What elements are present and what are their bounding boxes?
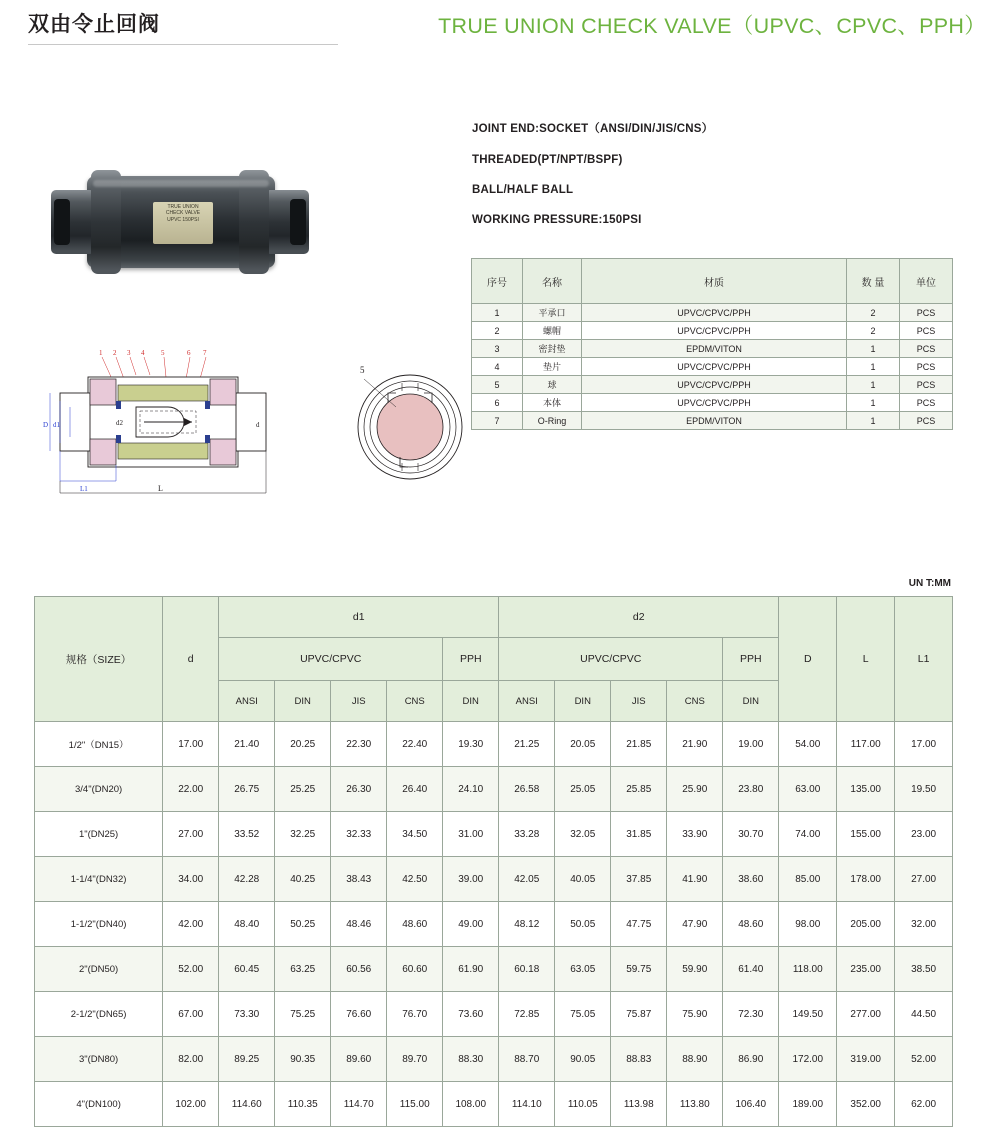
size-std-d1-pph-din: DIN bbox=[443, 681, 499, 722]
parts-cell-qty: 1 bbox=[847, 394, 900, 412]
parts-cell-qty: 1 bbox=[847, 340, 900, 358]
size-std-d2-jis: JIS bbox=[611, 681, 667, 722]
size-cell-d1-pph: 49.00 bbox=[443, 902, 499, 947]
size-header-size: 规格（SIZE） bbox=[35, 597, 163, 722]
parts-cell-material: UPVC/CPVC/PPH bbox=[582, 304, 847, 322]
size-cell-d1-cns: 76.70 bbox=[387, 992, 443, 1037]
size-cell-d1-din: 90.35 bbox=[275, 1037, 331, 1082]
size-subheader-d2-upvc: UPVC/CPVC bbox=[499, 638, 723, 681]
size-cell-d1-ansi: 73.30 bbox=[219, 992, 275, 1037]
size-cell-d1-din: 40.25 bbox=[275, 857, 331, 902]
table-row bbox=[472, 376, 953, 394]
parts-table bbox=[471, 258, 953, 430]
page-title-cn: 双由令止回阀 bbox=[28, 13, 160, 36]
size-cell-L: 319.00 bbox=[837, 1037, 895, 1082]
size-cell-d1-din: 20.25 bbox=[275, 722, 331, 767]
size-cell-d2-jis: 88.83 bbox=[611, 1037, 667, 1082]
size-cell-d2-din: 20.05 bbox=[555, 722, 611, 767]
size-cell-L: 352.00 bbox=[837, 1082, 895, 1127]
parts-cell-no: 7 bbox=[472, 412, 523, 430]
size-cell-d1-ansi: 89.25 bbox=[219, 1037, 275, 1082]
size-cell-d1-ansi: 42.28 bbox=[219, 857, 275, 902]
parts-cell-unit: PCS bbox=[900, 304, 953, 322]
parts-header-qty: 数 量 bbox=[847, 259, 900, 304]
size-cell-d2-pph: 38.60 bbox=[723, 857, 779, 902]
table-row bbox=[35, 902, 953, 947]
size-cell-L1: 23.00 bbox=[895, 812, 953, 857]
size-cell-d1-pph: 108.00 bbox=[443, 1082, 499, 1127]
size-cell-d1-jis: 48.46 bbox=[331, 902, 387, 947]
size-cell-d1-jis: 32.33 bbox=[331, 812, 387, 857]
size-cell-D: 74.00 bbox=[779, 812, 837, 857]
size-cell-d1-ansi: 48.40 bbox=[219, 902, 275, 947]
page-header bbox=[0, 0, 1008, 56]
svg-text:L: L bbox=[158, 484, 163, 493]
size-cell-d1-jis: 26.30 bbox=[331, 767, 387, 812]
size-cell-d2-pph: 30.70 bbox=[723, 812, 779, 857]
spec-line-ball: BALL/HALF BALL bbox=[472, 184, 574, 196]
size-cell-d2-pph: 106.40 bbox=[723, 1082, 779, 1127]
size-std-d1-jis: JIS bbox=[331, 681, 387, 722]
parts-cell-material: EPDM/VITON bbox=[582, 412, 847, 430]
size-cell-L1: 62.00 bbox=[895, 1082, 953, 1127]
size-cell-L: 205.00 bbox=[837, 902, 895, 947]
table-row bbox=[472, 394, 953, 412]
size-cell-size: 1"(DN25) bbox=[35, 812, 163, 857]
size-cell-d1-din: 50.25 bbox=[275, 902, 331, 947]
size-cell-d: 34.00 bbox=[163, 857, 219, 902]
size-cell-D: 118.00 bbox=[779, 947, 837, 992]
size-cell-L: 135.00 bbox=[837, 767, 895, 812]
table-row bbox=[472, 412, 953, 430]
size-cell-d: 27.00 bbox=[163, 812, 219, 857]
size-std-d2-cns: CNS bbox=[667, 681, 723, 722]
size-cell-d1-din: 63.25 bbox=[275, 947, 331, 992]
size-cell-d2-jis: 47.75 bbox=[611, 902, 667, 947]
section-drawing bbox=[40, 345, 300, 500]
table-row bbox=[35, 722, 953, 767]
size-cell-d1-jis: 89.60 bbox=[331, 1037, 387, 1082]
parts-cell-unit: PCS bbox=[900, 322, 953, 340]
parts-header-unit: 单位 bbox=[900, 259, 953, 304]
size-cell-d2-ansi: 60.18 bbox=[499, 947, 555, 992]
unit-label: UN T:MM bbox=[908, 578, 951, 589]
size-cell-d2-ansi: 42.05 bbox=[499, 857, 555, 902]
size-cell-d1-cns: 34.50 bbox=[387, 812, 443, 857]
parts-cell-qty: 1 bbox=[847, 358, 900, 376]
parts-cell-no: 3 bbox=[472, 340, 523, 358]
size-std-d1-din: DIN bbox=[275, 681, 331, 722]
table-row bbox=[472, 304, 953, 322]
parts-cell-qty: 2 bbox=[847, 304, 900, 322]
parts-cell-unit: PCS bbox=[900, 412, 953, 430]
size-cell-L: 235.00 bbox=[837, 947, 895, 992]
parts-cell-qty: 1 bbox=[847, 376, 900, 394]
parts-cell-no: 6 bbox=[472, 394, 523, 412]
size-cell-L1: 52.00 bbox=[895, 1037, 953, 1082]
size-cell-L1: 32.00 bbox=[895, 902, 953, 947]
size-cell-D: 85.00 bbox=[779, 857, 837, 902]
size-cell-size: 3/4"(DN20) bbox=[35, 767, 163, 812]
size-cell-d: 17.00 bbox=[163, 722, 219, 767]
parts-cell-name: 螺帽 bbox=[523, 322, 582, 340]
parts-cell-name: 密封垫 bbox=[523, 340, 582, 358]
svg-text:5: 5 bbox=[161, 349, 165, 357]
svg-text:D: D bbox=[43, 421, 49, 429]
parts-cell-material: UPVC/CPVC/PPH bbox=[582, 358, 847, 376]
size-cell-L1: 17.00 bbox=[895, 722, 953, 767]
size-cell-size: 1/2"（DN15） bbox=[35, 722, 163, 767]
size-cell-L1: 38.50 bbox=[895, 947, 953, 992]
spec-line-threaded: THREADED(PT/NPT/BSPF) bbox=[472, 154, 623, 166]
size-cell-d2-jis: 59.75 bbox=[611, 947, 667, 992]
parts-cell-unit: PCS bbox=[900, 376, 953, 394]
parts-header-name: 名称 bbox=[523, 259, 582, 304]
size-cell-size: 3"(DN80) bbox=[35, 1037, 163, 1082]
size-cell-d2-jis: 37.85 bbox=[611, 857, 667, 902]
parts-cell-unit: PCS bbox=[900, 340, 953, 358]
end-view-callout: 5 bbox=[360, 365, 365, 375]
size-cell-d1-cns: 60.60 bbox=[387, 947, 443, 992]
size-cell-D: 54.00 bbox=[779, 722, 837, 767]
size-cell-d2-jis: 25.85 bbox=[611, 767, 667, 812]
size-cell-d1-cns: 26.40 bbox=[387, 767, 443, 812]
size-table bbox=[34, 596, 953, 1127]
valve-socket-left bbox=[51, 190, 95, 254]
size-cell-d2-ansi: 33.28 bbox=[499, 812, 555, 857]
parts-header-no: 序号 bbox=[472, 259, 523, 304]
size-cell-d2-jis: 75.87 bbox=[611, 992, 667, 1037]
size-cell-d2-din: 25.05 bbox=[555, 767, 611, 812]
size-cell-d1-cns: 115.00 bbox=[387, 1082, 443, 1127]
size-cell-d2-pph: 19.00 bbox=[723, 722, 779, 767]
size-cell-L1: 19.50 bbox=[895, 767, 953, 812]
valve-name-plate: TRUE UNION CHECK VALVE UPVC 150PSI bbox=[153, 202, 213, 244]
svg-text:7: 7 bbox=[203, 349, 207, 357]
size-cell-d1-pph: 31.00 bbox=[443, 812, 499, 857]
svg-text:d: d bbox=[256, 421, 260, 429]
parts-cell-no: 5 bbox=[472, 376, 523, 394]
size-cell-d2-ansi: 21.25 bbox=[499, 722, 555, 767]
parts-cell-name: 平承口 bbox=[523, 304, 582, 322]
size-cell-d: 22.00 bbox=[163, 767, 219, 812]
size-header-d1: d1 bbox=[219, 597, 499, 638]
parts-cell-qty: 2 bbox=[847, 322, 900, 340]
parts-cell-name: 球 bbox=[523, 376, 582, 394]
size-cell-d1-cns: 48.60 bbox=[387, 902, 443, 947]
parts-table-header-row bbox=[472, 259, 953, 304]
size-cell-d1-pph: 19.30 bbox=[443, 722, 499, 767]
size-cell-d2-din: 32.05 bbox=[555, 812, 611, 857]
parts-cell-no: 1 bbox=[472, 304, 523, 322]
size-cell-d1-pph: 61.90 bbox=[443, 947, 499, 992]
size-cell-d1-cns: 42.50 bbox=[387, 857, 443, 902]
size-cell-d2-cns: 33.90 bbox=[667, 812, 723, 857]
size-cell-d2-din: 63.05 bbox=[555, 947, 611, 992]
size-cell-D: 189.00 bbox=[779, 1082, 837, 1127]
parts-header-material: 材质 bbox=[582, 259, 847, 304]
size-cell-d2-cns: 41.90 bbox=[667, 857, 723, 902]
size-cell-d2-ansi: 114.10 bbox=[499, 1082, 555, 1127]
size-std-d2-pph-din: DIN bbox=[723, 681, 779, 722]
size-cell-d1-cns: 22.40 bbox=[387, 722, 443, 767]
parts-cell-material: UPVC/CPVC/PPH bbox=[582, 394, 847, 412]
size-cell-L: 178.00 bbox=[837, 857, 895, 902]
size-header-d: d bbox=[163, 597, 219, 722]
valve-socket-right bbox=[265, 190, 309, 254]
size-cell-d2-cns: 75.90 bbox=[667, 992, 723, 1037]
size-cell-d1-cns: 89.70 bbox=[387, 1037, 443, 1082]
size-cell-d2-cns: 21.90 bbox=[667, 722, 723, 767]
size-cell-D: 149.50 bbox=[779, 992, 837, 1037]
size-cell-d1-din: 75.25 bbox=[275, 992, 331, 1037]
svg-text:d2: d2 bbox=[116, 419, 123, 427]
size-subheader-d2-pph: PPH bbox=[723, 638, 779, 681]
size-cell-d: 67.00 bbox=[163, 992, 219, 1037]
table-row bbox=[35, 857, 953, 902]
size-cell-L: 155.00 bbox=[837, 812, 895, 857]
size-cell-d2-din: 40.05 bbox=[555, 857, 611, 902]
table-row bbox=[472, 358, 953, 376]
table-row bbox=[35, 812, 953, 857]
table-row bbox=[35, 992, 953, 1037]
size-cell-d1-jis: 76.60 bbox=[331, 992, 387, 1037]
size-cell-d: 42.00 bbox=[163, 902, 219, 947]
table-row bbox=[472, 322, 953, 340]
size-cell-size: 1-1/2"(DN40) bbox=[35, 902, 163, 947]
size-cell-d2-cns: 59.90 bbox=[667, 947, 723, 992]
size-cell-size: 4"(DN100) bbox=[35, 1082, 163, 1127]
svg-text:2: 2 bbox=[113, 349, 117, 357]
size-header-L1: L1 bbox=[895, 597, 953, 722]
size-cell-d2-pph: 61.40 bbox=[723, 947, 779, 992]
size-std-d2-din: DIN bbox=[555, 681, 611, 722]
size-cell-d2-pph: 23.80 bbox=[723, 767, 779, 812]
size-header-D: D bbox=[779, 597, 837, 722]
size-cell-d2-ansi: 26.58 bbox=[499, 767, 555, 812]
size-cell-size: 2"(DN50) bbox=[35, 947, 163, 992]
table-row bbox=[35, 767, 953, 812]
size-cell-d1-ansi: 114.60 bbox=[219, 1082, 275, 1127]
size-cell-d1-ansi: 60.45 bbox=[219, 947, 275, 992]
svg-text:L1: L1 bbox=[80, 485, 88, 493]
size-cell-d2-din: 110.05 bbox=[555, 1082, 611, 1127]
size-cell-d2-cns: 88.90 bbox=[667, 1037, 723, 1082]
size-cell-d2-pph: 48.60 bbox=[723, 902, 779, 947]
size-cell-size: 2-1/2"(DN65) bbox=[35, 992, 163, 1037]
size-cell-d2-cns: 47.90 bbox=[667, 902, 723, 947]
size-table-header-row-1 bbox=[35, 597, 953, 638]
spec-text-block bbox=[472, 120, 952, 244]
table-row bbox=[472, 340, 953, 358]
svg-text:3: 3 bbox=[127, 349, 131, 357]
size-cell-d2-pph: 72.30 bbox=[723, 992, 779, 1037]
size-cell-D: 98.00 bbox=[779, 902, 837, 947]
size-subheader-d1-upvc: UPVC/CPVC bbox=[219, 638, 443, 681]
size-std-d2-ansi: ANSI bbox=[499, 681, 555, 722]
svg-text:1: 1 bbox=[99, 349, 103, 357]
size-cell-d1-ansi: 21.40 bbox=[219, 722, 275, 767]
size-cell-d1-din: 25.25 bbox=[275, 767, 331, 812]
size-cell-d1-din: 110.35 bbox=[275, 1082, 331, 1127]
end-view-drawing bbox=[330, 345, 490, 500]
parts-cell-qty: 1 bbox=[847, 412, 900, 430]
size-std-d1-ansi: ANSI bbox=[219, 681, 275, 722]
spec-line-working-pressure: WORKING PRESSURE:150PSI bbox=[472, 214, 642, 226]
svg-text:6: 6 bbox=[187, 349, 191, 357]
size-cell-d: 82.00 bbox=[163, 1037, 219, 1082]
size-cell-d1-pph: 73.60 bbox=[443, 992, 499, 1037]
size-cell-L: 117.00 bbox=[837, 722, 895, 767]
parts-cell-no: 2 bbox=[472, 322, 523, 340]
size-cell-d1-jis: 60.56 bbox=[331, 947, 387, 992]
valve-bore-left bbox=[54, 199, 70, 245]
size-cell-D: 172.00 bbox=[779, 1037, 837, 1082]
parts-cell-material: UPVC/CPVC/PPH bbox=[582, 376, 847, 394]
parts-cell-no: 4 bbox=[472, 358, 523, 376]
parts-cell-name: O-Ring bbox=[523, 412, 582, 430]
parts-cell-name: 垫片 bbox=[523, 358, 582, 376]
header-divider bbox=[28, 44, 338, 45]
size-cell-d: 102.00 bbox=[163, 1082, 219, 1127]
size-cell-d2-din: 75.05 bbox=[555, 992, 611, 1037]
size-cell-d1-din: 32.25 bbox=[275, 812, 331, 857]
product-photo bbox=[45, 150, 315, 290]
valve-highlight bbox=[93, 180, 269, 187]
size-cell-L1: 44.50 bbox=[895, 992, 953, 1037]
size-cell-L1: 27.00 bbox=[895, 857, 953, 902]
table-row bbox=[35, 947, 953, 992]
parts-cell-unit: PCS bbox=[900, 394, 953, 412]
size-cell-d2-jis: 113.98 bbox=[611, 1082, 667, 1127]
parts-cell-name: 本体 bbox=[523, 394, 582, 412]
section-drawing-svg bbox=[40, 345, 300, 500]
page-title-en: TRUE UNION CHECK VALVE（UPVC、CPVC、PPH） bbox=[438, 14, 986, 38]
size-cell-d1-jis: 22.30 bbox=[331, 722, 387, 767]
size-cell-d: 52.00 bbox=[163, 947, 219, 992]
size-cell-d2-cns: 25.90 bbox=[667, 767, 723, 812]
size-cell-d2-jis: 31.85 bbox=[611, 812, 667, 857]
spec-line-joint-end: JOINT END:SOCKET（ANSI/DIN/JIS/CNS） bbox=[472, 123, 714, 135]
parts-cell-unit: PCS bbox=[900, 358, 953, 376]
table-row bbox=[35, 1037, 953, 1082]
size-cell-d2-din: 50.05 bbox=[555, 902, 611, 947]
size-cell-D: 63.00 bbox=[779, 767, 837, 812]
size-cell-size: 1-1/4"(DN32) bbox=[35, 857, 163, 902]
size-header-d2: d2 bbox=[499, 597, 779, 638]
valve-bore-right bbox=[290, 199, 306, 245]
size-cell-d1-jis: 114.70 bbox=[331, 1082, 387, 1127]
size-std-d1-cns: CNS bbox=[387, 681, 443, 722]
size-cell-d1-ansi: 26.75 bbox=[219, 767, 275, 812]
svg-text:d1: d1 bbox=[53, 421, 60, 429]
parts-cell-material: UPVC/CPVC/PPH bbox=[582, 322, 847, 340]
size-cell-L: 277.00 bbox=[837, 992, 895, 1037]
size-header-L: L bbox=[837, 597, 895, 722]
size-cell-d2-din: 90.05 bbox=[555, 1037, 611, 1082]
svg-text:4: 4 bbox=[141, 349, 145, 357]
size-cell-d1-pph: 24.10 bbox=[443, 767, 499, 812]
size-cell-d2-ansi: 88.70 bbox=[499, 1037, 555, 1082]
size-cell-d2-jis: 21.85 bbox=[611, 722, 667, 767]
size-cell-d1-jis: 38.43 bbox=[331, 857, 387, 902]
table-row bbox=[35, 1082, 953, 1127]
parts-cell-material: EPDM/VITON bbox=[582, 340, 847, 358]
size-cell-d2-pph: 86.90 bbox=[723, 1037, 779, 1082]
size-cell-d2-ansi: 48.12 bbox=[499, 902, 555, 947]
size-cell-d1-pph: 39.00 bbox=[443, 857, 499, 902]
size-subheader-d1-pph: PPH bbox=[443, 638, 499, 681]
end-view-svg bbox=[330, 345, 490, 500]
size-cell-d2-ansi: 72.85 bbox=[499, 992, 555, 1037]
size-cell-d1-pph: 88.30 bbox=[443, 1037, 499, 1082]
size-cell-d1-ansi: 33.52 bbox=[219, 812, 275, 857]
size-cell-d2-cns: 113.80 bbox=[667, 1082, 723, 1127]
